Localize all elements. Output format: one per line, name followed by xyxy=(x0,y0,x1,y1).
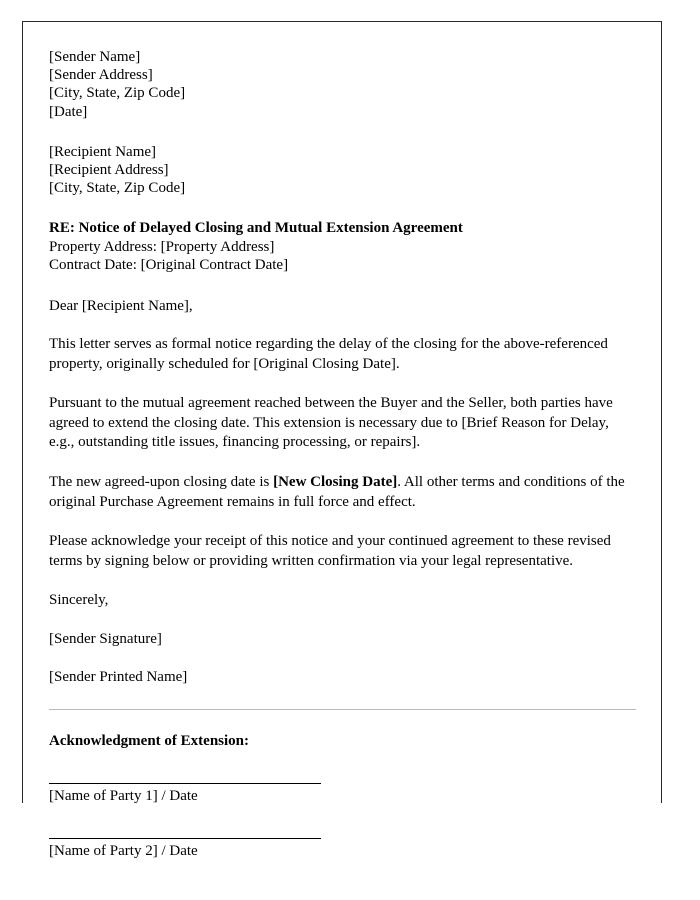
spacer-after-recipient xyxy=(49,197,634,219)
new-closing-date-placeholder: [New Closing Date] xyxy=(273,474,398,491)
spacer-before-party1 xyxy=(49,750,634,783)
spacer-before-closing xyxy=(49,571,634,591)
letter-date: [Date] xyxy=(49,103,88,120)
spacer-after-subject xyxy=(49,275,634,297)
recipient-city-state-zip: [City, State, Zip Code] xyxy=(49,180,186,197)
document-body xyxy=(23,22,661,861)
spacer-closing-signature xyxy=(49,610,634,630)
party-2-label: [Name of Party 2] / Date xyxy=(49,843,198,860)
sender-signature-placeholder: [Sender Signature] xyxy=(49,630,162,647)
sender-printed-name-placeholder: [Sender Printed Name] xyxy=(49,669,188,686)
closing-salutation: Sincerely, xyxy=(49,592,109,609)
paragraph-4: Please acknowledge your receipt of this notice and your continued agreement to these revised terms by signing below or providing written confirmation via your legal representative. xyxy=(49,533,611,569)
sender-name: [Sender Name] xyxy=(49,49,141,65)
spacer-p3-p4 xyxy=(49,512,634,532)
sender-address: [Sender Address] xyxy=(49,67,153,84)
document-page xyxy=(22,21,662,860)
spacer-p2-p3 xyxy=(49,453,634,473)
party-2-signature-line xyxy=(49,838,321,839)
paragraph-2: Pursuant to the mutual agreement reached between the Buyer and the Seller, both parties have agreed to extend the closing date. This extension is necessary due to [Brief Reason for Delay, e.g., outstanding title issues, financing processing, or repairs]. xyxy=(49,395,613,451)
spacer-before-rule xyxy=(49,687,634,709)
paragraph-3-tail: . All other terms and conditions of the original Purchase Agreement remains in full force and effect. xyxy=(49,474,625,510)
subject-line: RE: Notice of Delayed Closing and Mutual Extension Agreement xyxy=(49,220,463,237)
salutation: Dear [Recipient Name], xyxy=(49,297,193,314)
spacer-after-salutation xyxy=(49,315,634,335)
spacer-signature-printed xyxy=(49,648,634,668)
property-address-line: Property Address: [Property Address] xyxy=(49,238,275,255)
recipient-address-block xyxy=(49,143,634,198)
paragraph-1: This letter serves as formal notice regarding the delay of the closing for the above-referenced property, originally scheduled for [Original Closing Date]. xyxy=(49,336,608,372)
spacer-p1-p2 xyxy=(49,374,634,394)
party-1-label: [Name of Party 1] / Date xyxy=(49,788,198,805)
sender-city-state-zip: [City, State, Zip Code] xyxy=(49,85,186,102)
contract-date-line: Contract Date: [Original Contract Date] xyxy=(49,257,289,274)
recipient-address: [Recipient Address] xyxy=(49,162,169,179)
sender-address-block xyxy=(49,48,634,121)
recipient-name: [Recipient Name] xyxy=(49,143,157,160)
party-1-signature-line xyxy=(49,783,321,784)
spacer-after-sender xyxy=(49,121,634,143)
spacer-after-rule xyxy=(49,710,634,732)
spacer-between-parties xyxy=(49,805,634,838)
acknowledgment-heading: Acknowledgment of Extension: xyxy=(49,732,250,749)
paragraph-3-lead: The new agreed-upon closing date is xyxy=(49,474,274,491)
paragraph-3 xyxy=(49,473,637,512)
